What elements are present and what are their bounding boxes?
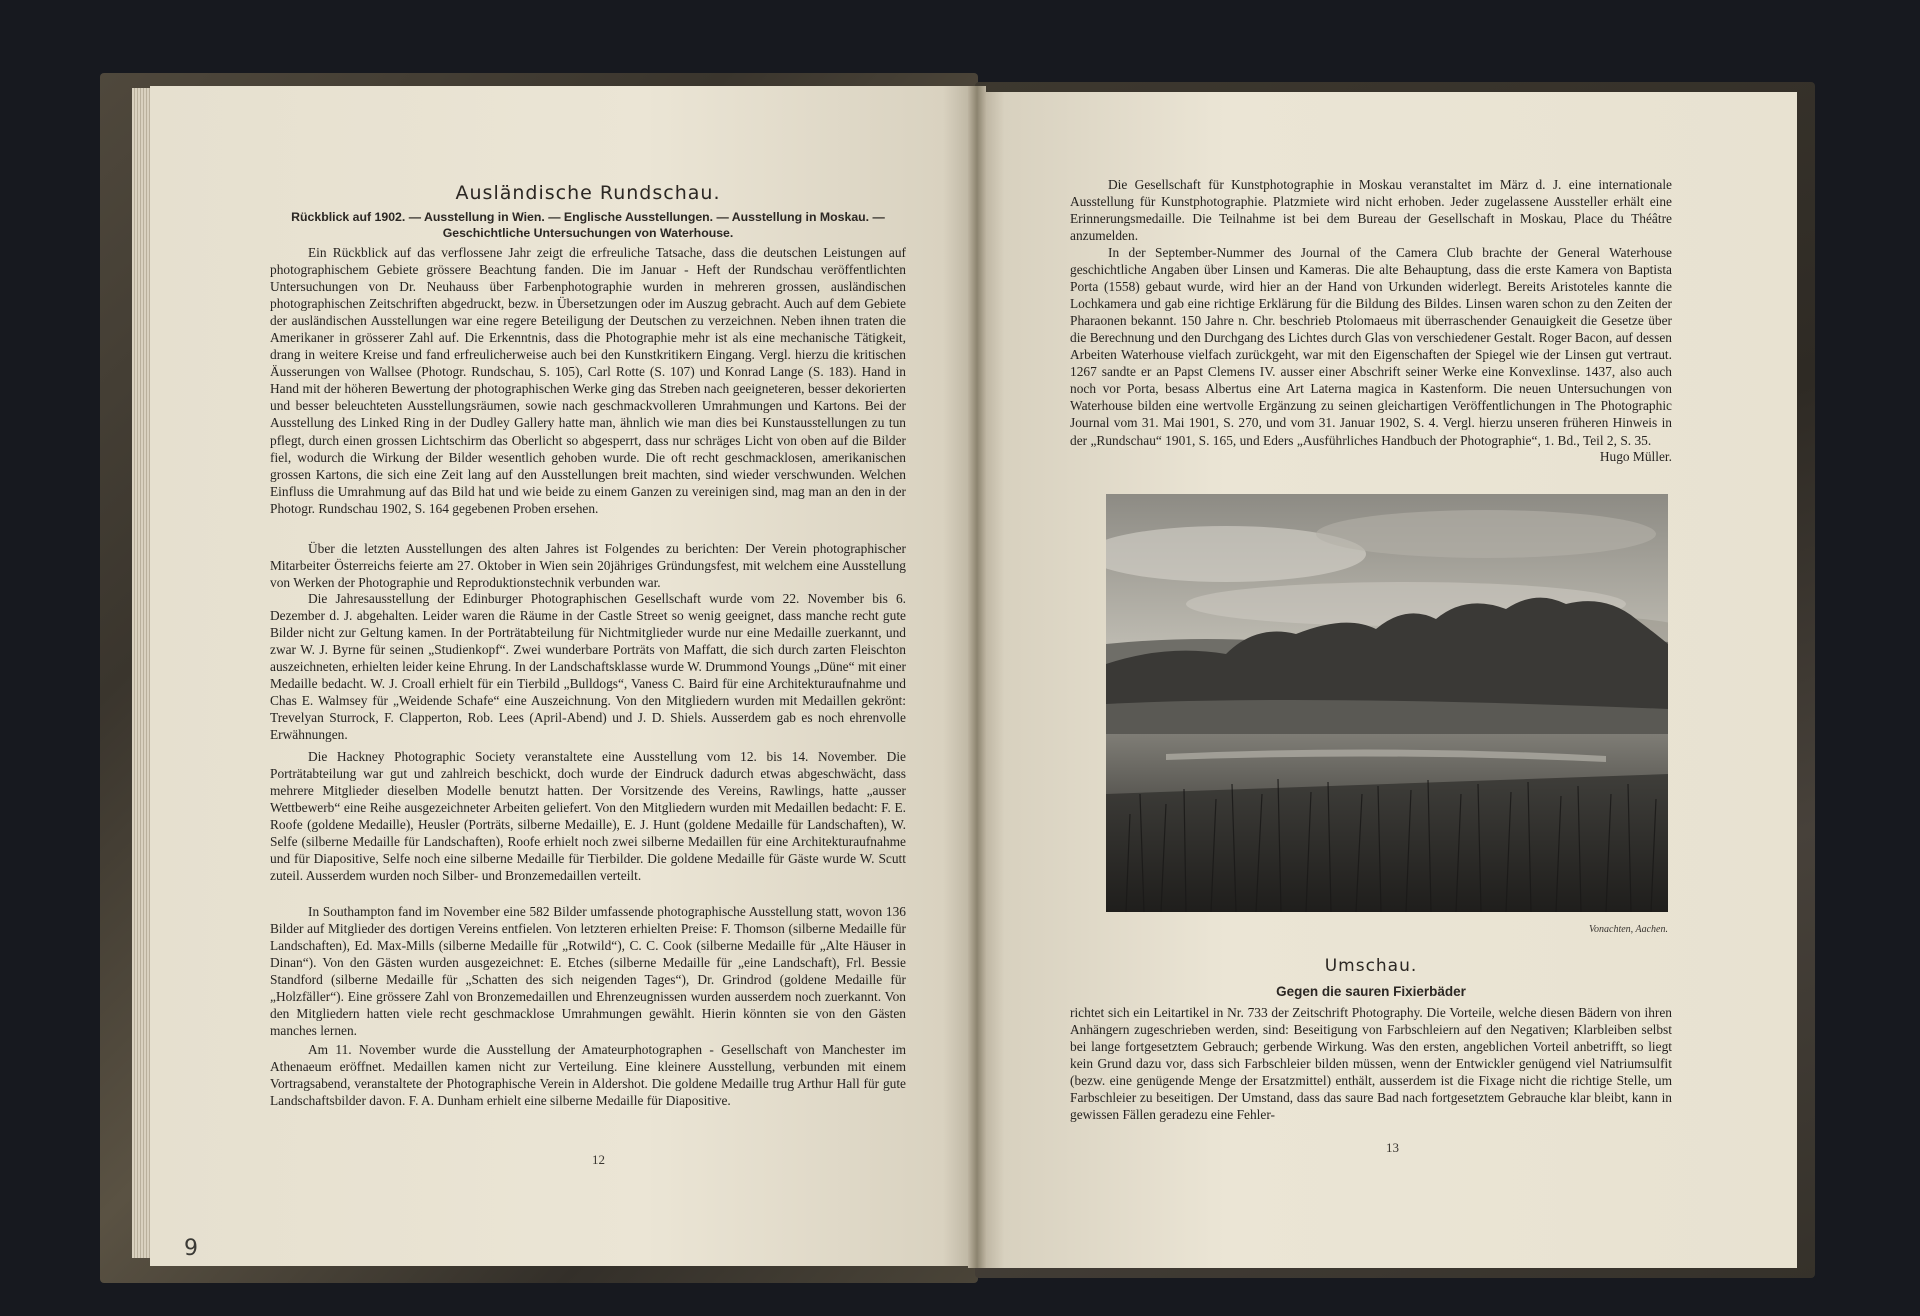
page-tab-label: 9 bbox=[184, 1236, 198, 1261]
right-page-number: 13 bbox=[1386, 1140, 1399, 1155]
left-page-number: 12 bbox=[592, 1152, 605, 1167]
section-paragraph: richtet sich ein Leitartikel in Nr. 733 der Zeitschrift Photography. Die Vorteile, welche diesen Bädern von ihren Anhängern zugeschrieben werden, sind: Beseitigung von Farbschleiern auf den Negativen; Klarbleiben selbst bei lange fortgesetztem Gebrauch; gerbende Wirkung. Was den ersten, angeblichen Vorteil anbetrifft, so liegt kein Grund dazu vor, dass sich Farbschleier bilden müssen, wenn der Entwickler genügend viel Natriumsulfit (bezw. eine genügende Menge der Ersatzmittel) enthält, ausserdem ist die Fixage nicht die richtige Stelle, um Farbschleier zu beseitigen. Der Umstand, dass das saure Bad nach fortgesetztem Gebrauche klar bleibt, kann in gewissen Fällen geradezu eine Fehler- bbox=[1070, 1005, 1672, 1123]
left-page-subtitle-1: Rückblick auf 1902. — Ausstellung in Wien. — Englische Ausstellungen. — Ausstellung in Moskau. — bbox=[291, 210, 885, 224]
signature: Hugo Müller. bbox=[1599, 449, 1672, 464]
left-paragraph-1: Ein Rückblick auf das verflossene Jahr zeigt die erfreuliche Tatsache, dass die deutschen Leistungen auf photographischem Gebiete grössere Beachtung fanden. Die im Januar - Heft der Rundschau veröffentlichten Untersuchungen von Dr. Neuhauss über Farbenphotographie wurden in mehreren grossen, ausländischen photographischen Zeitschriften abgedruckt, bezw. in Übersetzungen oder im Auszug gebracht. Auch auf dem Gebiete der ausländischen Ausstellungen war eine regere Beteiligung der Deutschen zu verzeichnen. Neben ihnen traten die Amerikaner in grösserer Zahl auf. Die Erkenntnis, dass die Photographie mehr ist als eine mechanische Tätigkeit, drang in weitere Kreise und fand erfreulicherweise auch bei den Kunstkritikern Eingang. Vergl. hierzu die kritischen Äusserungen von Wallsee (Photogr. Rundschau, S. 105), Carl Rotte (S. 107) und Konrad Lange (S. 183). Hand in Hand mit der höheren Bewertung der photographischen Werke ging das Streben nach geeigneteren, besser dekorierten und besser beleuchteten Ausstellungsräumen, sowie nach geschmackvolleren Umrahmungen und Kartons. Bei der Ausstellung des Linked Ring in der Dudley Gallery hatte man, ähnlich wie man dies bei Kunstausstellungen zu tun pflegt, durch einen grossen Lichtschirm das Oberlicht so abgesperrt, dass nur schräges Licht von oben auf die Bilder fiel, wodurch die Wirkung der Bilder wesentlich gehoben wurde. Die oft recht geschmacklosen, amerikanischen grossen Kartons, die sich eine Zeit lang auf den Ausstellungen breit machten, sind wieder verschwunden. Welchen Einfluss die Umrahmung auf das Bild hat und wie beide zu einem Ganzen zu vereinigen sind, mag man an den in der Photogr. Rundschau 1902, S. 164 gegebenen Proben ersehen. bbox=[270, 245, 906, 516]
left-paragraph-5: In Southampton fand im November eine 582 Bilder umfassende photographische Ausstellung statt, wovon 136 Bilder auf Mitglieder des dortigen Vereins entfielen. Von letzteren erhielten Preise: F. Thomson (silberne Medaille für Landschaften), Ed. Max-Mills (silberne Medaille für „Rotwild“), C. C. Cook (silberne Medaille für „Alte Häuser in Dinan“). Von den Gästen wurden ausgezeichnet: E. Etches (silberne Medaille für „eine Landschaft), Frl. Bessie Standford (silberne Medaille für „Schatten des sich neigenden Tages“), Dr. Grindrod (goldene Medaille für „Holzfäller“). Eine grössere Zahl von Bronzemedaillen und Ehrenzeugnissen wurden ausserdem noch zuerkannt. Von den Mitgliedern hatten viele recht geschmacklose Umrahmungen gewählt. Hierin könnten sie von den Gästen manches lernen. bbox=[270, 904, 906, 1039]
left-paragraph-4: Die Hackney Photographic Society veranstaltete eine Ausstellung vom 12. bis 14. November. Die Porträtabteilung war gut und zahlreich beschickt, doch wurde der Eindruck dadurch etwas abgeschwächt, dass mehrere Mitglieder dieselben Modelle benutzt hatten. Der Vorsitzende des Vereins, Rawlings, hatte „ausser Wettbewerb“ eine Reihe ausgezeichneter Arbeiten geliefert. Von den Mitgliedern wurden mit Medaillen bedacht: F. E. Roofe (goldene Medaille), Heusler (Porträts, silberne Medaille), E. J. Hunt (goldene Medaille für Landschaften), W. Selfe (silberne Medaille für Landschaften), Roofe erhielt noch zwei silberne Medaillen für eine Architekturaufnahme und für Diapositive, Selfe noch eine silberne Medaille für Tierbilder. Die goldene Medaille für Gäste wurde W. Scutt zuteil. Ausserdem wurden noch Silber- und Bronzemedaillen verteilt. bbox=[270, 749, 906, 884]
left-page-title: Ausländische Rundschau. bbox=[455, 182, 721, 204]
left-paragraph-2: Über die letzten Ausstellungen des alten Jahres ist Folgendes zu berichten: Der Verein photographischer Mitarbeiter Österreichs feierte am 27. Oktober in Wien sein 20jähriges Gründungsfest, mit welchem eine Ausstellung von Werken der Photographie und Reproduktionstechnik verbunden war. bbox=[270, 541, 906, 591]
left-paragraph-6: Am 11. November wurde die Ausstellung der Amateurphotographen - Gesellschaft von Manchester im Athenaeum eröffnet. Medaillen kamen nicht zur Verteilung. Eine kleinere Ausstellung, verbunden mit einem Vortragsabend, veranstaltete der Photographische Verein in Aldershot. Die goldene Medaille trug Arthur Hall für gute Landschaftsbilder davon. F. A. Dunham erhielt eine silberne Medaille für Diapositive. bbox=[270, 1042, 906, 1109]
right-paragraph-2: In der September-Nummer des Journal of the Camera Club brachte der General Waterhouse geschichtliche Angaben über Linsen und Kameras. Die alte Behauptung, dass die erste Kamera von Baptista Porta (1558) gebaut wurde, wird hier an der Hand von Urkunden widerlegt. Bereits Aristoteles kannte die Lochkamera und gab eine richtige Erklärung für die Bildung des Bildes. Linsen waren schon zu den Zeiten der Pharaonen bekannt. 150 Jahre n. Chr. beschrieb Ptolomaeus mit überraschender Genauigkeit die Gesetze über die Berechnung und den Durchgang des Lichtes durch Glas von verschiedener Gestalt. Roger Bacon, auf dessen Arbeiten Waterhouse vielfach zurückgeht, war mit den Eigenschaften der Spiegel wie der Linsen gut vertraut. 1267 sandte er an Papst Clemens IV. ausser einer Abschrift seiner Werke eine Konvexlinse. 1437, also auch noch vor Porta, besass Albertus eine Art Laterna magica in Kastenform. Die neuen Untersuchungen von Waterhouse bilden eine wertvolle Ergänzung zu seinen gleichartigen Veröffentlichungen in The Photographic Journal vom 31. Mai 1901, S. 270, und vom 31. Januar 1902, S. 4. Vergl. hierzu unseren früheren Hinweis in der „Rundschau“ 1901, S. 165, und Eders „Ausführliches Handbuch der Photographie“, 1. Bd., Teil 2, S. 35. bbox=[1070, 245, 1672, 448]
book-gutter bbox=[968, 86, 986, 1268]
right-paragraph-1: Die Gesellschaft für Kunstphotographie in Moskau veranstaltet im März d. J. eine internationale Ausstellung für Kunstphotographie. Platzmiete wird nicht erhoben. Jeder zugelassene Aussteller erhält eine Erinnerungsmedaille. Die Teilnahme ist bei dem Bureau der Gesellschaft in Moskau, Place du Théâtre anzumelden. bbox=[1070, 177, 1672, 244]
left-page-subtitle-2: Geschichtliche Untersuchungen von Waterhouse. bbox=[442, 226, 734, 240]
section-subtitle: Gegen die sauren Fixierbäder bbox=[1276, 984, 1466, 999]
photo-caption: Vonachten, Aachen. bbox=[1589, 924, 1668, 935]
section-title-umschau: Umschau. bbox=[1324, 956, 1418, 976]
landscape-photograph bbox=[1106, 494, 1668, 912]
left-paragraph-3: Die Jahresausstellung der Edinburger Photographischen Gesellschaft wurde vom 22. November bis 6. Dezember d. J. abgehalten. Leider waren die Räume in der Castle Street so wenig geeignet, dass manche recht gute Bilder nicht zur Geltung kamen. In der Porträtabteilung für Nichtmitglieder wurde nur eine Medaille zuerkannt, und zwar W. J. Byrne für seinen „Studienkopf“. Zwei wunderbare Porträts von Maffatt, die sich durch zarten Fleischton auszeichneten, erhielten leider keine Ehrung. In der Landschaftsklasse wurde W. Drummond Youngs „Düne“ mit einer Medaille bedacht. W. J. Croall erhielt für ein Tierbild „Bulldogs“, Vaness C. Baird für eine Architekturaufnahme und Chas E. Walmsey für „Weidende Schafe“ eine Auszeichnung. Von den Mitgliedern wurden mit Medaillen gekrönt: Trevelyan Sturrock, F. Clapperton, Rob. Lees (April-Abend) und J. D. Shiels. Ausserdem gab es noch ehrenvolle Erwähnungen. bbox=[270, 591, 906, 743]
landscape-photo-image bbox=[1106, 494, 1668, 912]
